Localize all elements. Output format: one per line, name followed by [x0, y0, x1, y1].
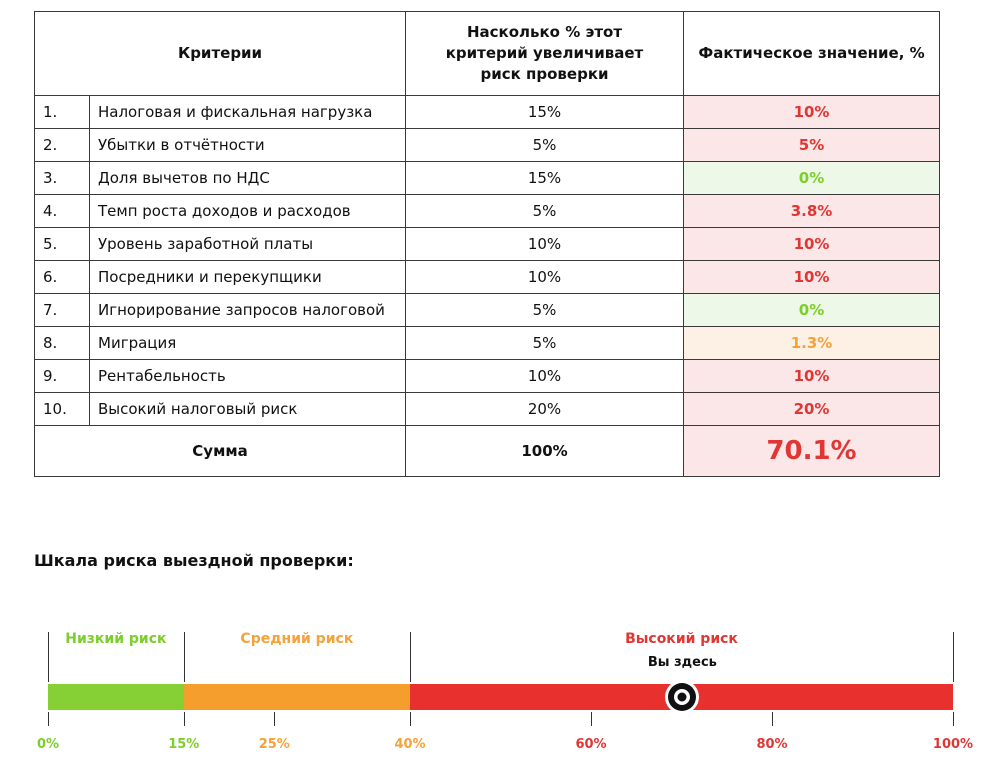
zone-divider	[410, 632, 411, 682]
criteria-table	[34, 11, 940, 477]
table-header-row	[35, 12, 940, 96]
row-number: 2.	[35, 129, 90, 162]
tick-label: 100%	[932, 737, 974, 752]
row-weight: 5%	[406, 327, 684, 360]
risk-scale	[0, 600, 990, 783]
row-actual: 3.8%	[684, 195, 940, 228]
row-weight: 15%	[406, 96, 684, 129]
row-number: 7.	[35, 294, 90, 327]
row-weight: 5%	[406, 195, 684, 228]
row-actual: 1.3%	[684, 327, 940, 360]
tick-label: 80%	[756, 737, 788, 752]
row-criterion: Темп роста доходов и расходов	[90, 195, 406, 228]
row-weight: 10%	[406, 360, 684, 393]
row-actual: 10%	[684, 96, 940, 129]
row-weight: 15%	[406, 162, 684, 195]
row-weight: 10%	[406, 261, 684, 294]
table-row	[35, 360, 940, 393]
header-criteria: Критерии	[35, 12, 406, 96]
row-criterion: Уровень заработной платы	[90, 228, 406, 261]
row-actual: 0%	[684, 162, 940, 195]
row-number: 8.	[35, 327, 90, 360]
table-row	[35, 261, 940, 294]
table-row	[35, 96, 940, 129]
row-weight: 5%	[406, 294, 684, 327]
tick-label: 60%	[575, 737, 607, 752]
table-row	[35, 294, 940, 327]
table-row	[35, 228, 940, 261]
tick-label: 25%	[258, 737, 290, 752]
sum-actual: 70.1%	[684, 426, 940, 477]
table-row	[35, 129, 940, 162]
row-criterion: Миграция	[90, 327, 406, 360]
zone-label: Средний риск	[240, 631, 354, 647]
row-actual: 10%	[684, 360, 940, 393]
you-are-here-label: Вы здесь	[647, 655, 717, 670]
row-number: 4.	[35, 195, 90, 228]
row-actual: 20%	[684, 393, 940, 426]
row-actual: 5%	[684, 129, 940, 162]
row-number: 5.	[35, 228, 90, 261]
scale-title: Шкала риска выездной проверки:	[34, 551, 354, 570]
header-weight	[406, 12, 684, 96]
row-criterion: Доля вычетов по НДС	[90, 162, 406, 195]
scale-segment	[48, 684, 184, 710]
table-row	[35, 327, 940, 360]
sum-row	[35, 426, 940, 477]
row-criterion: Рентабельность	[90, 360, 406, 393]
sum-weight: 100%	[406, 426, 684, 477]
row-criterion: Налоговая и фискальная нагрузка	[90, 96, 406, 129]
tick-label: 40%	[394, 737, 426, 752]
table-body	[35, 96, 940, 426]
scale-tick	[953, 712, 954, 726]
row-weight: 10%	[406, 228, 684, 261]
row-actual: 10%	[684, 261, 940, 294]
row-number: 6.	[35, 261, 90, 294]
scale-tick	[591, 712, 592, 726]
row-number: 1.	[35, 96, 90, 129]
row-number: 10.	[35, 393, 90, 426]
scale-tick	[274, 712, 275, 726]
zone-label: Низкий риск	[65, 631, 167, 647]
table-row	[35, 162, 940, 195]
row-number: 3.	[35, 162, 90, 195]
header-actual	[684, 12, 940, 96]
row-weight: 20%	[406, 393, 684, 426]
row-criterion: Высокий налоговый риск	[90, 393, 406, 426]
scale-tick	[184, 712, 185, 726]
row-criterion: Игнорирование запросов налоговой	[90, 294, 406, 327]
zone-divider	[184, 632, 185, 682]
table-row	[35, 195, 940, 228]
row-criterion: Убытки в отчётности	[90, 129, 406, 162]
tick-label: 0%	[36, 737, 60, 752]
row-criterion: Посредники и перекупщики	[90, 261, 406, 294]
tick-label: 15%	[168, 737, 200, 752]
header-actual-text: Фактическое значение, %	[698, 44, 925, 62]
zone-divider	[48, 632, 49, 682]
target-marker-icon	[663, 678, 701, 716]
scale-tick	[48, 712, 49, 726]
scale-segment	[184, 684, 410, 710]
scale-tick	[772, 712, 773, 726]
zone-divider	[953, 632, 954, 682]
table-row	[35, 393, 940, 426]
sum-label: Сумма	[35, 426, 406, 477]
header-weight-text: Насколько % этот критерий увеличивает риск проверки	[445, 23, 644, 83]
row-number: 9.	[35, 360, 90, 393]
row-actual: 10%	[684, 228, 940, 261]
row-weight: 5%	[406, 129, 684, 162]
zone-label: Высокий риск	[625, 631, 738, 647]
row-actual: 0%	[684, 294, 940, 327]
scale-tick	[410, 712, 411, 726]
